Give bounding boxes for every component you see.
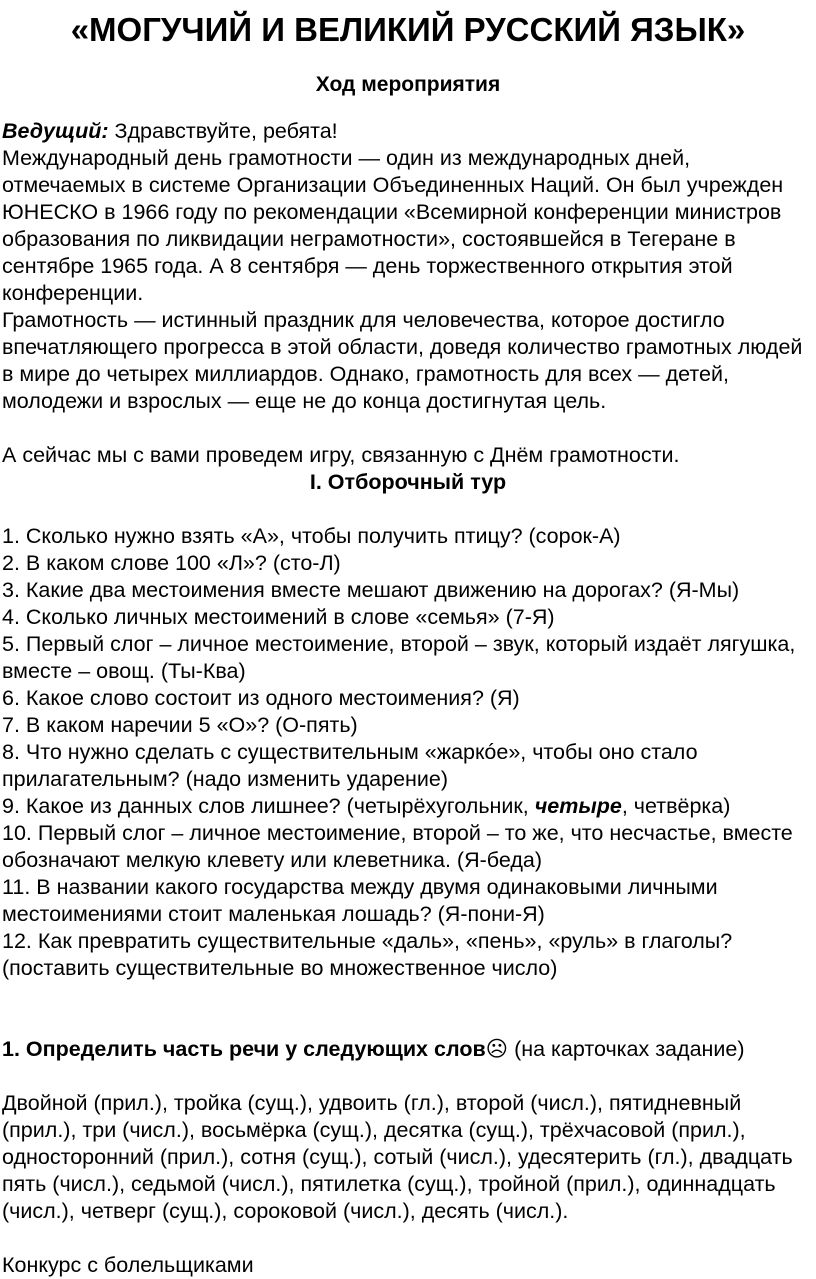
question-8: 8. Что нужно сделать с существительным «жаркóе», чтобы оно стало прилагательным? (надо изменить ударение)	[2, 740, 698, 791]
intro-paragraph-2: Грамотность — истинный праздник для человечества, которое достигло впечатляющего прогресса в этой области, доведя количество грамотных людей в мире до четырех миллиардов. Однако, грамотность для всех — детей, молодежи и взрослых — еще не до конца достигнутая цель.	[2, 308, 803, 413]
question-3: 3. Какие два местоимения вместе мешают движению на дорогах? (Я-Мы)	[2, 578, 740, 602]
question-11: 11. В названии какого государства между двумя одинаковыми личными местоимениями стоит маленькая лошадь? (Я-пони-Я)	[2, 875, 718, 926]
question-9	[2, 793, 814, 820]
intro-paragraph-3: А сейчас мы с вами проведем игру, связанную с Днём грамотности.	[2, 443, 680, 467]
question-10: 10. Первый слог – личное местоимение, второй – то же, что несчастье, вместе обозначают мелкую клевету или клеветника. (Я-беда)	[2, 821, 793, 872]
question-4: 4. Сколько личных местоимений в слове «семья» (7-Я)	[2, 605, 555, 629]
spacer	[2, 1009, 814, 1036]
speaker-label: Ведущий:	[2, 119, 109, 143]
question-12: 12. Как превратить существительные «даль», «пень», «руль» в глаголы? (поставить существительные во множественное число)	[2, 929, 733, 980]
question-1: 1. Сколько нужно взять «А», чтобы получить птицу? (сорок-А)	[2, 524, 621, 548]
spacer	[2, 415, 814, 442]
question-9-start: 9. Какое из данных слов лишнее? (четырёхугольник,	[2, 794, 535, 818]
round-heading: I. Отборочный тур	[309, 470, 507, 494]
page-subtitle: Ход мероприятия	[315, 73, 501, 96]
closing-line: Конкурс с болельщиками	[2, 1253, 254, 1277]
question-5: 5. Первый слог – личное местоимение, второй – звук, который издаёт лягушка, вместе – овощ. (Ты-Ква)	[2, 632, 796, 683]
greeting-text: Здравствуйте, ребята!	[108, 119, 338, 143]
spacer	[2, 1063, 814, 1090]
spacer	[2, 1225, 814, 1252]
task-note: (на карточках задание)	[508, 1037, 745, 1061]
frown-face-icon: ☹	[485, 1037, 509, 1061]
page-title: «МОГУЧИЙ И ВЕЛИКИЙ РУССКИЙ ЯЗЫК»	[70, 11, 746, 48]
spacer	[2, 496, 814, 523]
question-2: 2. В каком слове 100 «Л»? (сто-Л)	[2, 551, 341, 575]
question-9-emphasis: четыре	[534, 794, 622, 818]
question-6: 6. Какое слово состоит из одного местоимения? (Я)	[2, 686, 520, 710]
task-words: Двойной (прил.), тройка (сущ.), удвоить (гл.), второй (числ.), пятидневный (прил.), три (числ.), восьмёрка (сущ.), десятка (сущ.), трёхчасовой (прил.), односторонний (прил.), сотня (сущ.), сотый (числ.), удесятерить (гл.), двадцать пять (числ.), седьмой (числ.), пятилетка (сущ.), тройной (прил.), одиннадцать (числ.), четверг (сущ.), сороковой (числ.), десять (числ.).	[2, 1091, 793, 1223]
intro-paragraph-1: Международный день грамотности — один из международных дней, отмечаемых в системе Организации Объединенных Наций. Он был учрежден ЮНЕСКО в 1966 году по рекомендации «Всемирной конференции министров образования по ликвидации неграмотности», состоявшейся в Тегеране в сентябре 1965 года. А 8 сентября — день торжественного открытия этой конференции.	[2, 146, 784, 305]
spacer	[2, 982, 814, 1009]
document-body	[2, 118, 814, 1279]
task-heading-line	[2, 1036, 814, 1063]
question-9-end: , четвёрка)	[621, 794, 731, 818]
greeting-line	[2, 118, 814, 145]
task-heading: 1. Определить часть речи у следующих слов	[2, 1037, 486, 1061]
question-7: 7. В каком наречии 5 «О»? (О-пять)	[2, 713, 358, 737]
